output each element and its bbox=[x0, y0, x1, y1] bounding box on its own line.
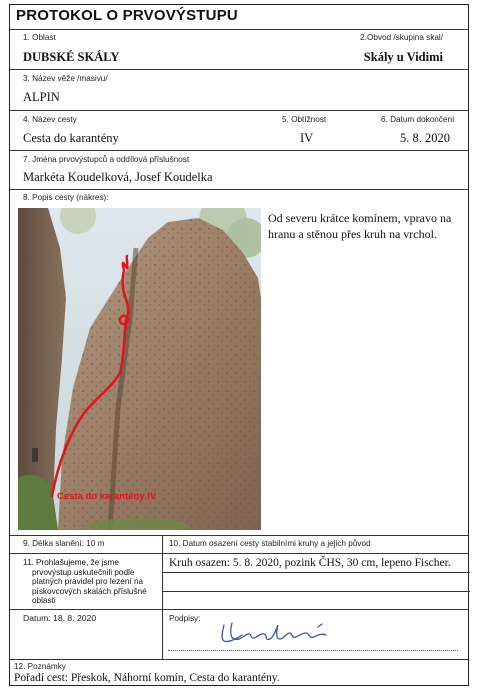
divider bbox=[162, 535, 163, 553]
divider bbox=[10, 189, 468, 190]
prvovystupci-value: Markéta Koudelková, Josef Koudelka bbox=[23, 170, 213, 184]
prohlaseni-line: 11. Prohlašujeme, že jsme bbox=[23, 558, 119, 567]
route-line bbox=[52, 256, 128, 496]
divider bbox=[162, 553, 163, 609]
route-line-overlay bbox=[18, 208, 261, 530]
divider bbox=[162, 591, 470, 592]
divider bbox=[10, 659, 468, 660]
divider bbox=[10, 110, 468, 111]
route-label: Cesta do karantény IV bbox=[57, 491, 157, 502]
obtiznost-label: 5. Obtížnost bbox=[282, 115, 327, 124]
signature-line bbox=[168, 650, 458, 651]
divider bbox=[162, 609, 163, 659]
signature-drawing bbox=[218, 619, 348, 649]
divider bbox=[10, 609, 468, 610]
cesta-value: Cesta do karantény bbox=[23, 131, 119, 145]
divider bbox=[10, 535, 468, 536]
popis-label: 8. Popis cesty (nákres): bbox=[23, 193, 109, 202]
obvod-value: Skály u Vidimi bbox=[363, 50, 443, 64]
poznamky-label: 12. Poznámky bbox=[14, 662, 66, 671]
protocol-form bbox=[9, 4, 469, 686]
datum-dokonceni-label: 6. Datum dokončení bbox=[381, 115, 455, 124]
vez-value: ALPIN bbox=[23, 90, 60, 104]
datum-dokonceni-value: 5. 8. 2020 bbox=[400, 131, 450, 145]
divider bbox=[10, 69, 468, 70]
divider bbox=[10, 553, 468, 554]
route-photo bbox=[18, 208, 261, 530]
prohlaseni-line: oblasti bbox=[32, 596, 56, 606]
vez-label: 3. Název věže /masivu/ bbox=[23, 74, 108, 83]
datum-label: Datum: 18. 8. 2020 bbox=[23, 613, 97, 623]
cesta-label: 4. Název cesty bbox=[23, 115, 77, 124]
divider bbox=[10, 29, 468, 30]
oblast-label: 1. Oblast bbox=[23, 33, 56, 42]
prohlaseni-label bbox=[23, 558, 147, 606]
popis-text: Od severu krátce komínem, vpravo na hranu a stěnou přes kruh na vrchol. bbox=[268, 211, 452, 241]
obvod-label: 2.Obvod /skupina skal/ bbox=[360, 33, 443, 42]
prohlaseni-line: prvovýstup uskutečnili podle bbox=[32, 567, 135, 577]
oblast-value: DUBSKÉ SKÁLY bbox=[23, 50, 120, 64]
osazeni-value: Kruh osazen: 5. 8. 2020, pozink ČHS, 30 cm, lepeno Fischer. bbox=[169, 557, 451, 569]
obtiznost-value: IV bbox=[300, 131, 314, 145]
poznamky-value: Pořadí cest: Přeskok, Náhorní komín, Cesta do karantény. bbox=[14, 672, 280, 684]
podpisy-label: Podpisy: bbox=[169, 614, 201, 623]
osazeni-label: 10. Datum osazení cesty stabilními kruhy a jejich původ bbox=[169, 539, 371, 548]
divider bbox=[10, 150, 468, 151]
page-title: PROTOKOL O PRVOVÝSTUPU bbox=[16, 7, 238, 24]
prohlaseni-line: platných pravidel pro lezení na bbox=[32, 577, 144, 587]
divider bbox=[162, 572, 470, 573]
slaneni-label: 9. Délka slanění: 10 m bbox=[23, 539, 105, 548]
prohlaseni-line: pískovcových skalách příslušné bbox=[32, 586, 147, 596]
prvovystupci-label: 7. Jména prvovýstupců a oddílová příslušnost bbox=[23, 155, 190, 164]
